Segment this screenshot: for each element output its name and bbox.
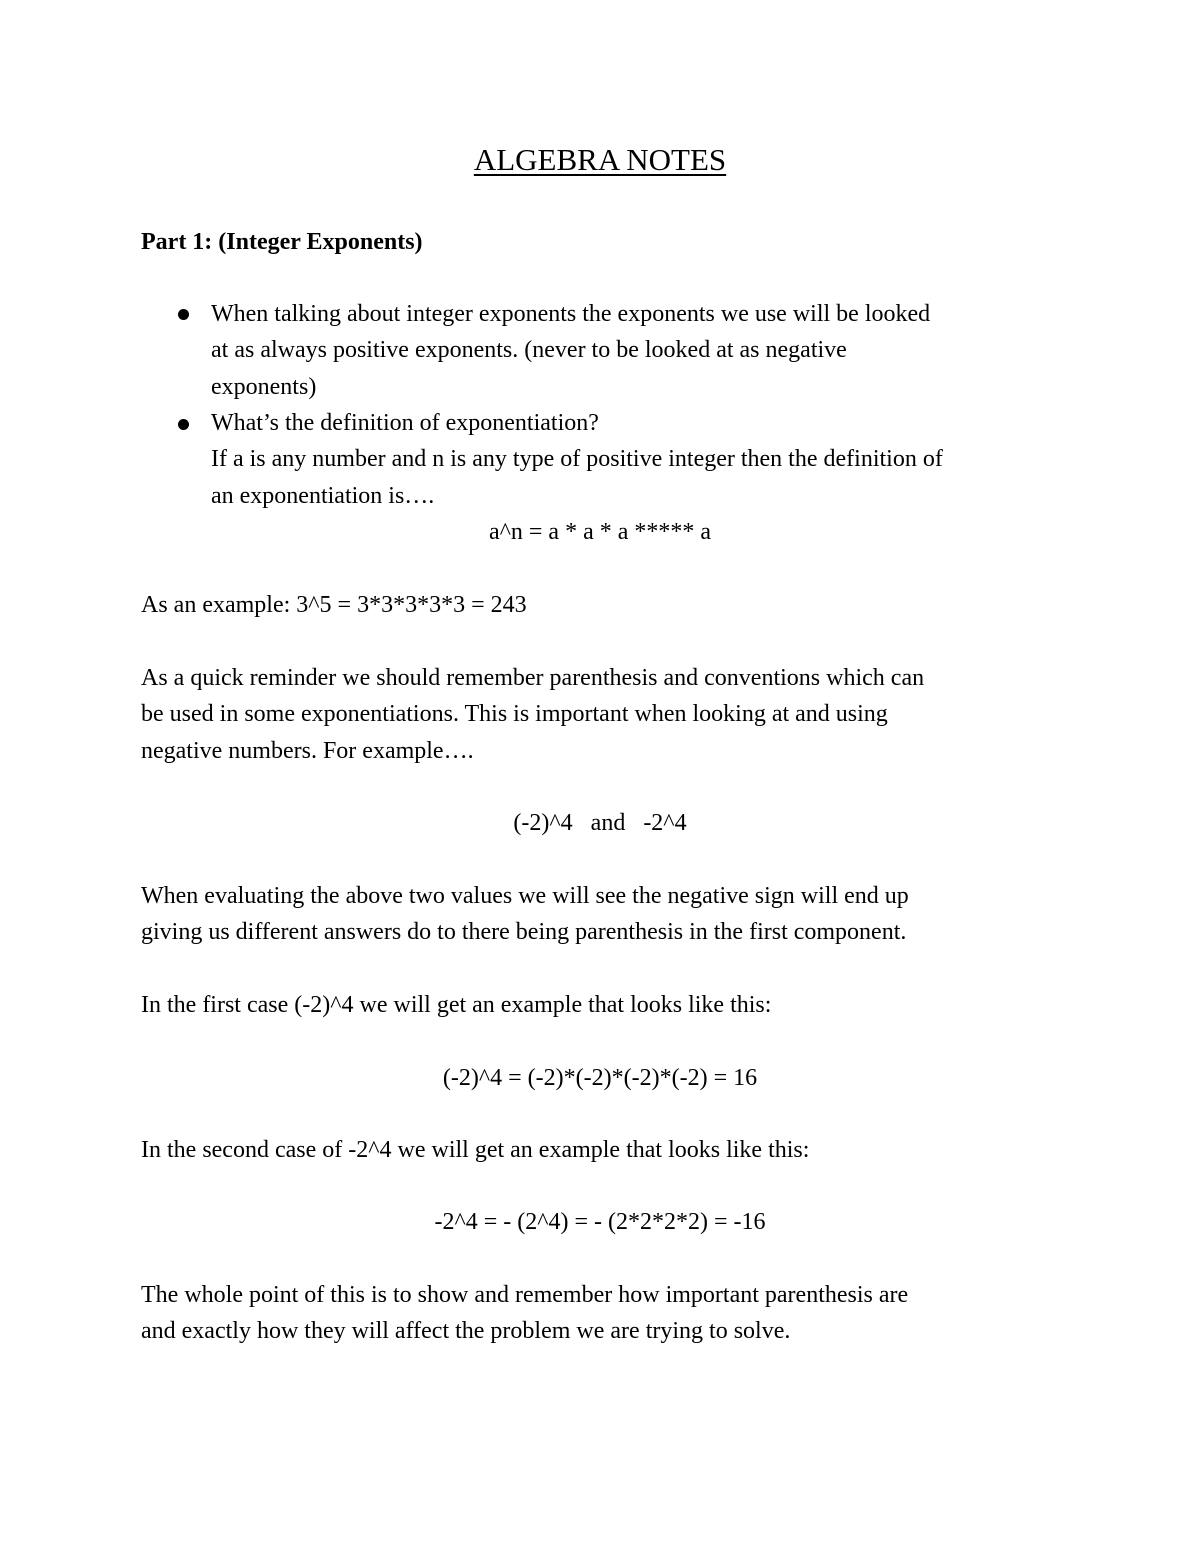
bullet-dot-icon bbox=[178, 419, 189, 430]
definition-formula: a^n = a * a * a ***** a bbox=[488, 519, 712, 545]
bullet-1-line-1: When talking about integer exponents the exponents we use will be looked bbox=[211, 301, 931, 327]
bullet-2-line-1: What’s the definition of exponentiation? bbox=[211, 410, 599, 436]
bullet-2-line-3: an exponentiation is…. bbox=[211, 483, 435, 509]
second-case-line: In the second case of -2^4 we will get an example that looks like this: bbox=[141, 1137, 810, 1163]
bullet-1-line-3: exponents) bbox=[211, 374, 317, 400]
conclusion-line-2: and exactly how they will affect the problem we are trying to solve. bbox=[141, 1318, 791, 1344]
first-case-line: In the first case (-2)^4 we will get an example that looks like this: bbox=[141, 992, 772, 1018]
reminder-line-1: As a quick reminder we should remember parenthesis and conventions which can bbox=[141, 665, 925, 691]
reminder-line-2: be used in some exponentiations. This is important when looking at and using bbox=[141, 701, 888, 727]
example-line: As an example: 3^5 = 3*3*3*3*3 = 243 bbox=[141, 592, 527, 618]
bullet-2-line-2: If a is any number and n is any type of positive integer then the definition of bbox=[211, 446, 943, 472]
document-title: ALGEBRA NOTES bbox=[473, 142, 727, 177]
comparison-formula: (-2)^4 and -2^4 bbox=[513, 810, 687, 836]
reminder-line-3: negative numbers. For example…. bbox=[141, 738, 474, 764]
bullet-1-line-2: at as always positive exponents. (never to be looked at as negative bbox=[211, 337, 847, 363]
conclusion-line-1: The whole point of this is to show and remember how important parenthesis are bbox=[141, 1282, 909, 1308]
second-case-formula: -2^4 = - (2^4) = - (2*2*2*2) = -16 bbox=[434, 1209, 766, 1235]
first-case-formula: (-2)^4 = (-2)*(-2)*(-2)*(-2) = 16 bbox=[442, 1065, 758, 1091]
part-heading: Part 1: (Integer Exponents) bbox=[141, 229, 423, 255]
bullet-dot-icon bbox=[178, 309, 189, 320]
evaluating-line-1: When evaluating the above two values we will see the negative sign will end up bbox=[141, 883, 909, 909]
evaluating-line-2: giving us different answers do to there being parenthesis in the first component. bbox=[141, 919, 907, 945]
